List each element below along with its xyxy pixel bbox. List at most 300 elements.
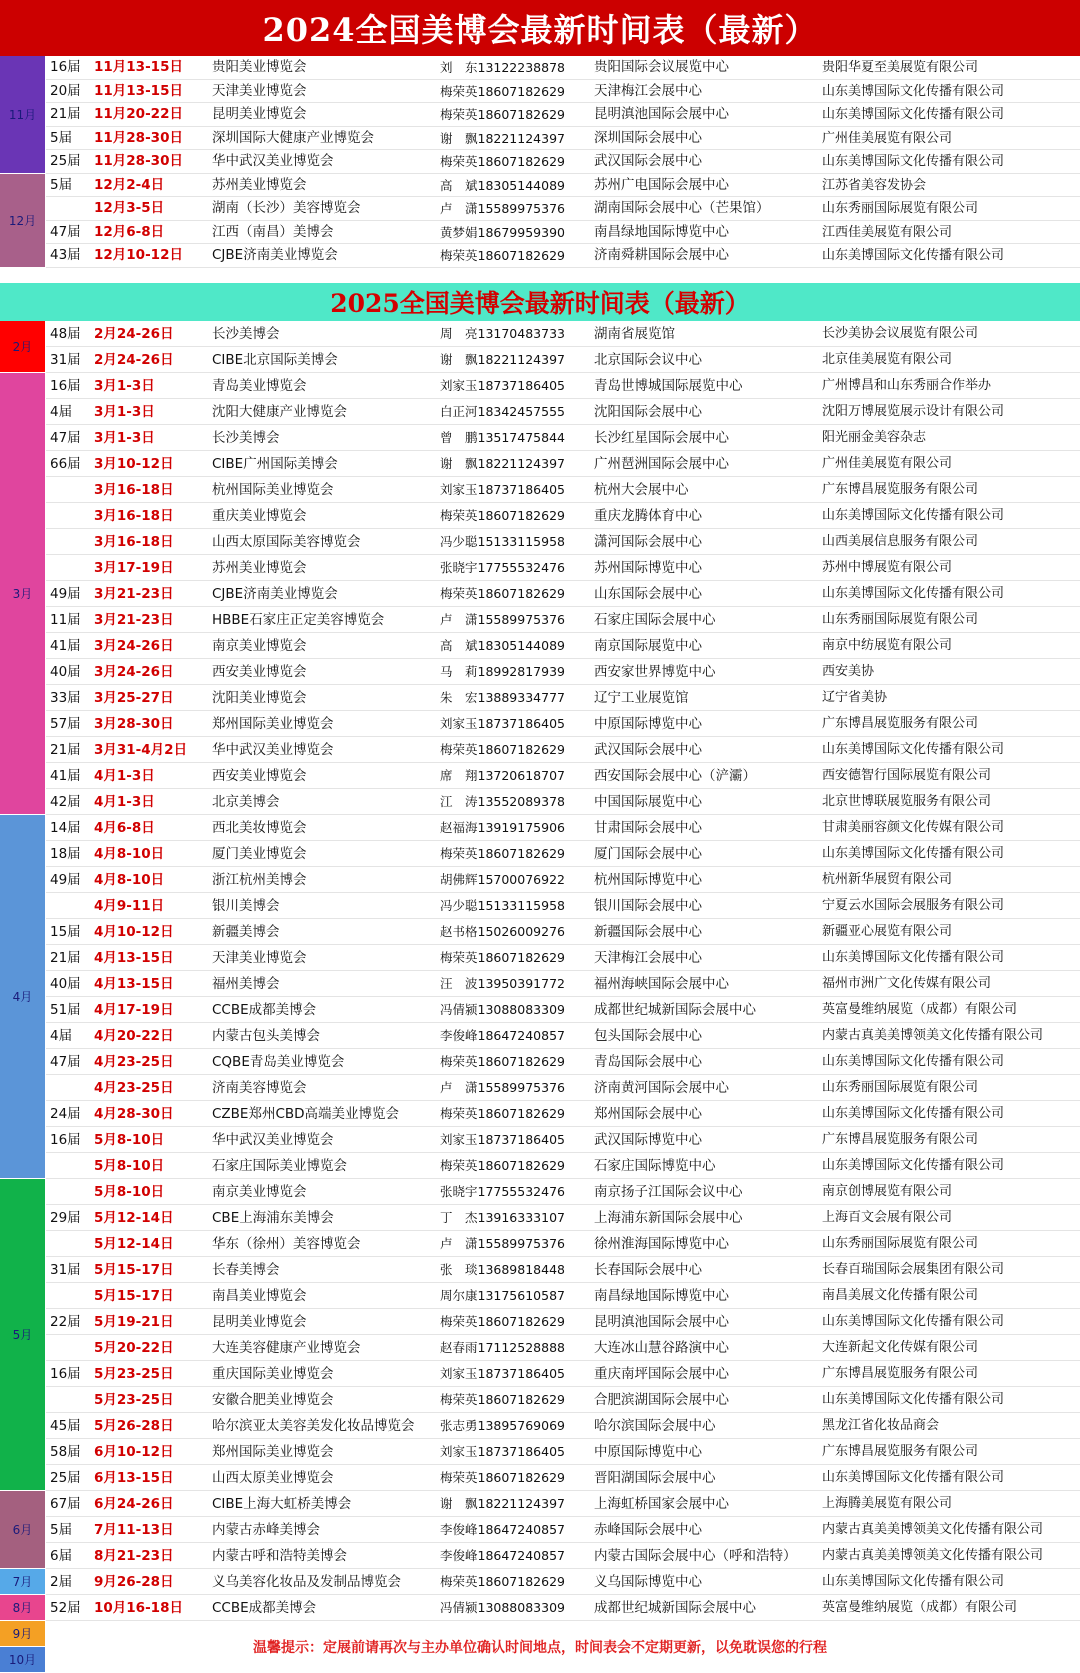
contact-cell: 刘家玉18737186405 (440, 482, 565, 497)
table-row (46, 373, 1080, 399)
organizer-cell: 山东美博国际文化传播有限公司 (822, 1106, 1005, 1121)
organizer-cell: 长春百瑞国际会展集团有限公司 (822, 1262, 1005, 1277)
contact-cell: 卢 潇15589975376 (440, 1236, 565, 1251)
expo-name-cell: 天津美业博览会 (212, 950, 307, 966)
venue-cell: 西安家世界博览中心 (594, 664, 716, 680)
date-cell: 4月10-12日 (94, 924, 174, 940)
contact-cell: 马 莉18992817939 (440, 664, 565, 679)
edition-cell: 16届 (50, 1366, 81, 1382)
venue-cell: 潇河国际会展中心 (594, 534, 702, 550)
expo-name-cell: 天津美业博览会 (212, 82, 307, 99)
expo-name-cell: 内蒙古呼和浩特美博会 (212, 1548, 347, 1564)
expo-name-cell: 西安美业博览会 (212, 768, 307, 784)
table-row (46, 1283, 1080, 1309)
expo-name-cell: 长春美博会 (212, 1262, 280, 1278)
venue-cell: 湖南省展览馆 (594, 326, 675, 342)
edition-cell: 31届 (50, 1262, 81, 1278)
organizer-cell: 山西美展信息服务有限公司 (822, 534, 979, 549)
organizer-cell: 英富曼维纳展览（成都）有限公司 (822, 1002, 1018, 1017)
contact-cell: 梅荣英18607182629 (440, 508, 565, 523)
table-row (46, 1413, 1080, 1439)
table-row (46, 1023, 1080, 1049)
venue-cell: 徐州淮海国际博览中心 (594, 1236, 729, 1252)
table-row (46, 1335, 1080, 1361)
table-row (46, 893, 1080, 919)
venue-cell: 新疆国际会展中心 (594, 924, 702, 940)
table-row (46, 80, 1080, 104)
organizer-cell: 英富曼维纳展览（成都）有限公司 (822, 1600, 1018, 1615)
table-row (46, 1205, 1080, 1231)
organizer-cell: 甘肃美丽容颜文化传媒有限公司 (822, 820, 1005, 835)
organizer-cell: 广州博昌和山东秀丽合作举办 (822, 378, 992, 393)
expo-name-cell: CJBE济南美业博览会 (212, 247, 338, 263)
table-row (46, 737, 1080, 763)
edition-cell: 47届 (50, 223, 81, 240)
venue-cell: 南京扬子江国际会议中心 (594, 1184, 743, 1200)
contact-cell: 江 涛13552089378 (440, 794, 565, 809)
organizer-cell: 山东美博国际文化传播有限公司 (822, 107, 1005, 122)
expo-name-cell: 石家庄国际美业博览会 (212, 1158, 347, 1174)
table-row (46, 1049, 1080, 1075)
expo-name-cell: CCBE成都美博会 (212, 1600, 317, 1616)
organizer-cell: 山东美博国际文化传播有限公司 (822, 586, 1005, 601)
expo-name-cell: 深圳国际大健康产业博览会 (212, 129, 374, 146)
edition-cell: 6届 (50, 1548, 73, 1564)
expo-name-cell: 华中武汉美业博览会 (212, 742, 334, 758)
date-cell: 5月12-14日 (94, 1210, 174, 1226)
venue-cell: 青岛国际会展中心 (594, 1054, 702, 1070)
date-cell: 5月15-17日 (94, 1288, 174, 1304)
edition-cell: 29届 (50, 1210, 81, 1226)
organizer-cell: 北京世博联展览服务有限公司 (822, 794, 992, 809)
venue-cell: 杭州大会展中心 (594, 482, 689, 498)
expo-name-cell: 南京美业博览会 (212, 1184, 307, 1200)
date-cell: 3月21-23日 (94, 586, 174, 602)
venue-cell: 北京国际会议中心 (594, 352, 702, 368)
organizer-cell: 苏州中博展览有限公司 (822, 560, 953, 575)
date-cell: 11月13-15日 (94, 82, 183, 99)
date-cell: 11月28-30日 (94, 153, 183, 169)
contact-cell: 赵书格15026009276 (440, 924, 565, 939)
edition-cell: 2届 (50, 1574, 73, 1590)
expo-name-cell: 北京美博会 (212, 794, 280, 810)
organizer-cell: 南京创博展览有限公司 (822, 1184, 953, 1199)
edition-cell: 21届 (50, 742, 81, 758)
month-label: 11月 (0, 56, 45, 174)
venue-cell: 中原国际博览中心 (594, 716, 702, 732)
date-cell: 12月6-8日 (94, 223, 165, 240)
contact-cell: 梅荣英18607182629 (440, 586, 565, 601)
expo-name-cell: 沈阳大健康产业博览会 (212, 404, 347, 420)
expo-name-cell: CQBE青岛美业博览会 (212, 1054, 345, 1070)
expo-name-cell: CIBE广州国际美博会 (212, 456, 338, 472)
date-cell: 11月28-30日 (94, 129, 183, 146)
expo-name-cell: 山西太原美业博览会 (212, 1470, 334, 1486)
organizer-cell: 山东美博国际文化传播有限公司 (822, 1470, 1005, 1485)
contact-cell: 梅荣英18607182629 (440, 1106, 565, 1121)
expo-name-cell: 西安美业博览会 (212, 664, 307, 680)
title-2024: 2024全国美博会最新时间表（最新） (262, 11, 818, 49)
table-row (46, 1387, 1080, 1413)
expo-name-cell: 郑州国际美业博览会 (212, 716, 334, 732)
venue-cell: 昆明滇池国际会展中心 (594, 106, 729, 122)
venue-cell: 西安国际会展中心（浐灞） (594, 768, 756, 784)
edition-cell: 47届 (50, 430, 81, 446)
venue-cell: 武汉国际博览中心 (594, 1132, 702, 1148)
contact-cell: 谢 飘18221124397 (440, 130, 565, 146)
date-cell: 2月24-26日 (94, 326, 174, 342)
date-cell: 6月10-12日 (94, 1444, 174, 1460)
venue-cell: 武汉国际会展中心 (594, 742, 702, 758)
venue-cell: 南京国际展览中心 (594, 638, 702, 654)
edition-cell: 5届 (50, 129, 73, 146)
month-label: 9月 (0, 1621, 45, 1647)
expo-name-cell: 华东（徐州）美容博览会 (212, 1236, 361, 1252)
date-cell: 5月23-25日 (94, 1392, 174, 1408)
organizer-cell: 山东美博国际文化传播有限公司 (822, 846, 1005, 861)
contact-cell: 白正河18342457555 (440, 404, 565, 419)
organizer-cell: 阳光丽金美容杂志 (822, 430, 927, 445)
table-row (46, 1309, 1080, 1335)
table-row (46, 581, 1080, 607)
organizer-cell: 杭州新华展贸有限公司 (822, 872, 953, 887)
venue-cell: 义乌国际博览中心 (594, 1574, 702, 1590)
organizer-cell: 辽宁省美协 (822, 690, 888, 705)
organizer-cell: 广州佳美展览有限公司 (822, 456, 953, 471)
venue-cell: 苏州广电国际会展中心 (594, 176, 729, 193)
date-cell: 2月24-26日 (94, 352, 174, 368)
venue-cell: 辽宁工业展览馆 (594, 690, 689, 706)
table-row (46, 815, 1080, 841)
venue-cell: 武汉国际会展中心 (594, 153, 702, 169)
contact-cell: 卢 潇15589975376 (440, 201, 565, 216)
date-cell: 3月1-3日 (94, 378, 155, 394)
table-row (46, 685, 1080, 711)
month-label: 7月 (0, 1569, 45, 1595)
edition-cell: 52届 (50, 1600, 81, 1616)
edition-cell: 40届 (50, 664, 81, 680)
contact-cell: 梅荣英18607182629 (440, 1574, 565, 1589)
organizer-cell: 新疆亚心展览有限公司 (822, 924, 953, 939)
date-cell: 4月8-10日 (94, 846, 165, 862)
title-2024-banner (0, 0, 1080, 56)
month-label: 12月 (0, 174, 45, 268)
footer-note: 温馨提示：定展前请再次与主办单位确认时间地点，时间表会不定期更新，以免耽误您的行程 (253, 1640, 827, 1656)
organizer-cell: 山东美博国际文化传播有限公司 (822, 1158, 1005, 1173)
venue-cell: 福州海峡国际会展中心 (594, 976, 729, 992)
date-cell: 3月16-18日 (94, 534, 174, 550)
venue-cell: 赤峰国际会展中心 (594, 1522, 702, 1538)
organizer-cell: 南昌美展文化传播有限公司 (822, 1288, 979, 1303)
contact-cell: 梅荣英18607182629 (440, 248, 565, 263)
expo-name-cell: CIBE上海大虹桥美博会 (212, 1496, 352, 1512)
date-cell: 4月20-22日 (94, 1028, 174, 1044)
date-cell: 3月21-23日 (94, 612, 174, 628)
organizer-cell: 宁夏云水国际会展服务有限公司 (822, 898, 1005, 913)
organizer-cell: 沈阳万博展览展示设计有限公司 (822, 404, 1005, 419)
date-cell: 3月28-30日 (94, 716, 174, 732)
expo-name-cell: 山西太原国际美容博览会 (212, 534, 361, 550)
edition-cell: 5届 (50, 176, 73, 193)
venue-cell: 石家庄国际会展中心 (594, 612, 716, 628)
edition-cell: 18届 (50, 846, 81, 862)
organizer-cell: 福州市洲广文化传媒有限公司 (822, 976, 992, 991)
table-row (46, 659, 1080, 685)
contact-cell: 周尔康13175610587 (440, 1288, 565, 1303)
date-cell: 3月25-27日 (94, 690, 174, 706)
edition-cell: 22届 (50, 1314, 81, 1330)
expo-name-cell: 南京美业博览会 (212, 638, 307, 654)
edition-cell: 5届 (50, 1522, 73, 1538)
venue-cell: 青岛世博城国际展览中心 (594, 378, 743, 394)
schedule-2024 (0, 56, 1080, 283)
venue-cell: 成都世纪城新国际会展中心 (594, 1002, 756, 1018)
table-row (46, 221, 1080, 245)
table-row (46, 529, 1080, 555)
contact-cell: 冯倩颍13088083309 (440, 1600, 565, 1615)
contact-cell: 梅荣英18607182629 (440, 950, 565, 965)
table-row (46, 1517, 1080, 1543)
date-cell: 3月16-18日 (94, 508, 174, 524)
contact-cell: 张 琰13689818448 (440, 1262, 565, 1277)
table-row (46, 127, 1080, 151)
date-cell: 4月1-3日 (94, 768, 155, 784)
date-cell: 4月1-3日 (94, 794, 155, 810)
date-cell: 8月21-23日 (94, 1548, 174, 1564)
expo-name-cell: 湖南（长沙）美容博览会 (212, 200, 361, 216)
expo-name-cell: 重庆美业博览会 (212, 508, 307, 524)
table-row (46, 197, 1080, 221)
venue-cell: 长春国际会展中心 (594, 1262, 702, 1278)
expo-name-cell: 华中武汉美业博览会 (212, 153, 334, 169)
expo-name-cell: 银川美博会 (212, 898, 280, 914)
organizer-cell: 内蒙古真美美博领美文化传播有限公司 (822, 1548, 1044, 1563)
organizer-cell: 西安德智行国际展览有限公司 (822, 768, 992, 783)
edition-cell: 15届 (50, 924, 81, 940)
organizer-cell: 大连新起文化传媒有限公司 (822, 1340, 979, 1355)
organizer-cell: 广东博昌展览服务有限公司 (822, 1444, 979, 1459)
contact-cell: 谢 飘18221124397 (440, 352, 565, 367)
date-cell: 3月10-12日 (94, 456, 174, 472)
expo-name-cell: 沈阳美业博览会 (212, 690, 307, 706)
expo-name-cell: CJBE济南美业博览会 (212, 586, 338, 602)
expo-name-cell: 南昌美业博览会 (212, 1288, 307, 1304)
organizer-cell: 西安美协 (822, 664, 875, 679)
date-cell: 11月13-15日 (94, 59, 183, 75)
expo-name-cell: 厦门美业博览会 (212, 846, 307, 862)
expo-name-cell: 昆明美业博览会 (212, 1314, 307, 1330)
table-row (46, 150, 1080, 174)
expo-name-cell: HBBE石家庄正定美容博览会 (212, 612, 385, 628)
venue-cell: 中国国际展览中心 (594, 794, 702, 810)
table-row (46, 1179, 1080, 1205)
table-row (46, 347, 1080, 373)
venue-cell: 内蒙古国际会展中心（呼和浩特） (594, 1548, 797, 1564)
organizer-cell: 山东秀丽国际展览有限公司 (822, 1080, 979, 1095)
rows-2025 (46, 321, 1080, 1621)
venue-cell: 晋阳湖国际会展中心 (594, 1470, 716, 1486)
organizer-cell: 山东美博国际文化传播有限公司 (822, 154, 1005, 169)
venue-cell: 山东国际会展中心 (594, 586, 702, 602)
contact-cell: 黄梦娟18679959390 (440, 224, 565, 240)
venue-cell: 大连冰山慧谷路演中心 (594, 1340, 729, 1356)
venue-cell: 重庆南坪国际会展中心 (594, 1366, 729, 1382)
month-label: 6月 (0, 1491, 45, 1569)
expo-name-cell: 新疆美博会 (212, 924, 280, 940)
table-row (46, 399, 1080, 425)
organizer-cell: 长沙美协会议展览有限公司 (822, 326, 979, 341)
table-row (46, 867, 1080, 893)
organizer-cell: 贵阳华夏至美展览有限公司 (822, 60, 979, 75)
organizer-cell: 上海百文会展有限公司 (822, 1210, 953, 1225)
table-row (46, 503, 1080, 529)
venue-cell: 苏州国际博览中心 (594, 560, 702, 576)
edition-cell: 49届 (50, 586, 81, 602)
contact-cell: 李俊峰18647240857 (440, 1028, 565, 1043)
contact-cell: 刘家玉18737186405 (440, 1444, 565, 1459)
organizer-cell: 江西佳美展览有限公司 (822, 224, 953, 240)
table-row (46, 633, 1080, 659)
contact-cell: 谢 飘18221124397 (440, 1496, 565, 1511)
table-row (46, 1153, 1080, 1179)
date-cell: 4月13-15日 (94, 976, 174, 992)
table-row (46, 321, 1080, 347)
organizer-cell: 山东美博国际文化传播有限公司 (822, 742, 1005, 757)
expo-name-cell: CCBE成都美博会 (212, 1002, 317, 1018)
date-cell: 6月24-26日 (94, 1496, 174, 1512)
contact-cell: 梅荣英18607182629 (440, 154, 565, 169)
venue-cell: 深圳国际会展中心 (594, 129, 702, 146)
edition-cell: 24届 (50, 1106, 81, 1122)
organizer-cell: 广东博昌展览服务有限公司 (822, 1132, 979, 1147)
venue-cell: 贵阳国际会议展览中心 (594, 59, 729, 75)
date-cell: 5月8-10日 (94, 1132, 165, 1148)
table-row (46, 56, 1080, 80)
date-cell: 3月17-19日 (94, 560, 174, 576)
contact-cell: 梅荣英18607182629 (440, 742, 565, 757)
venue-cell: 上海虹桥国家会展中心 (594, 1496, 729, 1512)
organizer-cell: 山东秀丽国际展览有限公司 (822, 201, 979, 216)
expo-name-cell: 重庆国际美业博览会 (212, 1366, 334, 1382)
edition-cell: 16届 (50, 59, 81, 75)
table-row (46, 971, 1080, 997)
expo-name-cell: 内蒙古赤峰美博会 (212, 1522, 320, 1538)
contact-cell: 梅荣英18607182629 (440, 1054, 565, 1069)
edition-cell: 4届 (50, 1028, 73, 1044)
expo-name-cell: CZBE郑州CBD高端美业博览会 (212, 1106, 400, 1122)
organizer-cell: 北京佳美展览有限公司 (822, 352, 953, 367)
table-row (46, 1491, 1080, 1517)
organizer-cell: 山东美博国际文化传播有限公司 (822, 1314, 1005, 1329)
edition-cell: 42届 (50, 794, 81, 810)
table-row (46, 425, 1080, 451)
organizer-cell: 南京中纺展览有限公司 (822, 638, 953, 653)
table-row (46, 1595, 1080, 1621)
organizer-cell: 山东美博国际文化传播有限公司 (822, 508, 1005, 523)
organizer-cell: 黑龙江省化妆品商会 (822, 1418, 940, 1433)
edition-cell: 48届 (50, 326, 81, 342)
contact-cell: 梅荣英18607182629 (440, 846, 565, 861)
table-row (46, 1257, 1080, 1283)
table-row (46, 1075, 1080, 1101)
expo-name-cell: 福州美博会 (212, 976, 280, 992)
table-row (46, 477, 1080, 503)
organizer-cell: 山东美博国际文化传播有限公司 (822, 1574, 1005, 1589)
edition-cell: 40届 (50, 976, 81, 992)
organizer-cell: 山东美博国际文化传播有限公司 (822, 950, 1005, 965)
organizer-cell: 山东秀丽国际展览有限公司 (822, 1236, 979, 1251)
expo-name-cell: 青岛美业博览会 (212, 378, 307, 394)
contact-cell: 刘家玉18737186405 (440, 378, 565, 393)
edition-cell: 25届 (50, 153, 81, 169)
date-cell: 3月16-18日 (94, 482, 174, 498)
expo-name-cell: 长沙美博会 (212, 430, 280, 446)
contact-cell: 刘家玉18737186405 (440, 1132, 565, 1147)
date-cell: 5月19-21日 (94, 1314, 174, 1330)
venue-cell: 中原国际博览中心 (594, 1444, 702, 1460)
venue-cell: 包头国际会展中心 (594, 1028, 702, 1044)
venue-cell: 湖南国际会展中心（芒果馆） (594, 200, 770, 216)
date-cell: 5月15-17日 (94, 1262, 174, 1278)
date-cell: 5月20-22日 (94, 1340, 174, 1356)
date-cell: 4月6-8日 (94, 820, 155, 836)
venue-cell: 南昌绿地国际博览中心 (594, 223, 729, 240)
organizer-cell: 上海腾美展览有限公司 (822, 1496, 953, 1511)
date-cell: 11月20-22日 (94, 106, 183, 122)
date-cell: 9月26-28日 (94, 1574, 174, 1590)
expo-name-cell: 义乌美容化妆品及发制品博览会 (212, 1574, 401, 1590)
edition-cell: 43届 (50, 247, 81, 263)
date-cell: 3月1-3日 (94, 404, 155, 420)
contact-cell: 张志勇13895769069 (440, 1418, 565, 1433)
venue-cell: 郑州国际会展中心 (594, 1106, 702, 1122)
expo-name-cell: 内蒙古包头美博会 (212, 1028, 320, 1044)
edition-cell: 57届 (50, 716, 81, 732)
title-2025: 2025全国美博会最新时间表（最新） (330, 289, 750, 318)
table-row (46, 1231, 1080, 1257)
date-cell: 3月1-3日 (94, 430, 155, 446)
contact-cell: 朱 宏13889334777 (440, 690, 565, 705)
contact-cell: 卢 潇15589975376 (440, 1080, 565, 1095)
edition-cell: 33届 (50, 690, 81, 706)
venue-cell: 济南舜耕国际会展中心 (594, 247, 729, 263)
expo-name-cell: 哈尔滨亚太美容美发化妆品博览会 (212, 1418, 415, 1434)
contact-cell: 张晓宇17755532476 (440, 560, 565, 575)
expo-name-cell: CIBE北京国际美博会 (212, 352, 338, 368)
edition-cell: 31届 (50, 352, 81, 368)
edition-cell: 14届 (50, 820, 81, 836)
expo-name-cell: 郑州国际美业博览会 (212, 1444, 334, 1460)
expo-name-cell: 浙江杭州美博会 (212, 872, 307, 888)
contact-cell: 梅荣英18607182629 (440, 1314, 565, 1329)
title-2025-banner (0, 283, 1080, 321)
edition-cell: 45届 (50, 1418, 81, 1434)
contact-cell: 高 斌18305144089 (440, 638, 565, 653)
venue-cell: 昆明滇池国际会展中心 (594, 1314, 729, 1330)
contact-cell: 汪 波13950391772 (440, 976, 565, 991)
edition-cell: 21届 (50, 106, 81, 122)
edition-cell: 49届 (50, 872, 81, 888)
date-cell: 4月8-10日 (94, 872, 165, 888)
contact-cell: 丁 杰13916333107 (440, 1210, 565, 1225)
date-cell: 5月26-28日 (94, 1418, 174, 1434)
table-row (46, 1439, 1080, 1465)
venue-cell: 哈尔滨国际会展中心 (594, 1418, 716, 1434)
expo-name-cell: 长沙美博会 (212, 326, 280, 342)
table-row (46, 1569, 1080, 1595)
organizer-cell: 山东美博国际文化传播有限公司 (822, 83, 1005, 99)
expo-name-cell: 安徽合肥美业博览会 (212, 1392, 334, 1408)
